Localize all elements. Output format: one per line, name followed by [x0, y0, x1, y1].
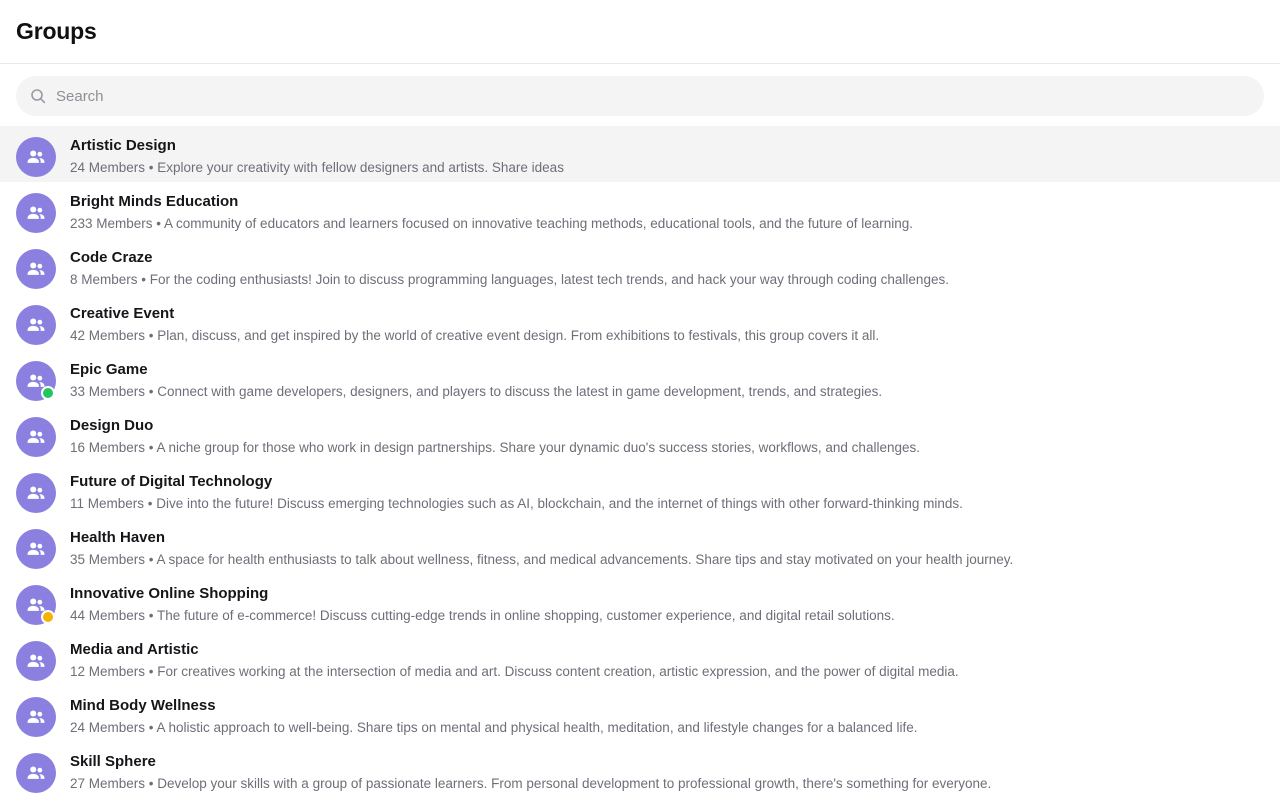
avatar — [16, 473, 56, 513]
list-item[interactable] — [0, 630, 1280, 686]
avatar — [16, 641, 56, 681]
avatar — [16, 417, 56, 457]
group-avatar-icon — [16, 641, 56, 681]
list-item[interactable] — [0, 126, 1280, 182]
list-item[interactable] — [0, 742, 1280, 798]
group-description: 44 Members • The future of e-commerce! Discuss cutting-edge trends in online shopping, customer experience, and digital retail solutions. — [70, 608, 895, 623]
group-avatar-icon — [16, 305, 56, 345]
group-name: Skill Sphere — [70, 753, 156, 770]
list-item[interactable] — [0, 182, 1280, 238]
group-description: 233 Members • A community of educators and learners focused on innovative teaching methods, educational tools, and the future of learning. — [70, 216, 913, 231]
avatar — [16, 753, 56, 793]
search-input[interactable] — [56, 88, 1250, 105]
avatar — [16, 361, 56, 401]
avatar — [16, 305, 56, 345]
group-description: 8 Members • For the coding enthusiasts! Join to discuss programming languages, latest tech trends, and hack your way through coding challenges. — [70, 272, 949, 287]
search-icon — [30, 88, 46, 104]
app-header — [0, 0, 1280, 64]
group-description: 27 Members • Develop your skills with a group of passionate learners. From personal development to professional growth, there's something for everyone. — [70, 776, 992, 791]
group-description: 35 Members • A space for health enthusiasts to talk about wellness, fitness, and medical advancements. Share tips and stay motivated on your health journey. — [70, 552, 1014, 567]
group-description: 24 Members • A holistic approach to well-being. Share tips on mental and physical health, meditation, and lifestyle changes for a balanced life. — [70, 720, 918, 735]
group-description: 42 Members • Plan, discuss, and get inspired by the world of creative event design. From exhibitions to festivals, this group covers it all. — [70, 328, 880, 343]
list-item-text — [70, 527, 1264, 569]
group-avatar-icon — [16, 193, 56, 233]
group-name: Design Duo — [70, 417, 154, 434]
group-name: Health Haven — [70, 529, 166, 546]
list-item[interactable] — [0, 238, 1280, 294]
group-name: Innovative Online Shopping — [70, 585, 269, 602]
list-item[interactable] — [0, 406, 1280, 462]
group-description: 33 Members • Connect with game developers, designers, and players to discuss the latest in game development, trends, and strategies. — [70, 384, 883, 399]
groups-list — [0, 126, 1280, 800]
list-item-text — [70, 751, 1264, 793]
group-name: Mind Body Wellness — [70, 697, 216, 714]
group-name: Bright Minds Education — [70, 193, 239, 210]
list-item-text — [70, 191, 1264, 233]
avatar — [16, 193, 56, 233]
group-name: Creative Event — [70, 305, 175, 322]
group-avatar-icon — [16, 529, 56, 569]
list-item[interactable] — [0, 350, 1280, 406]
group-description: 24 Members • Explore your creativity with fellow designers and artists. Share ideas — [70, 160, 564, 175]
avatar — [16, 249, 56, 289]
group-avatar-icon — [16, 473, 56, 513]
status-badge — [41, 610, 55, 624]
list-item-text — [70, 471, 1264, 513]
list-item[interactable] — [0, 518, 1280, 574]
page-title: Groups — [16, 18, 97, 44]
avatar — [16, 585, 56, 625]
list-item-text — [70, 415, 1264, 457]
list-item-text — [70, 247, 1264, 289]
group-avatar-icon — [16, 137, 56, 177]
list-item[interactable] — [0, 686, 1280, 742]
group-name: Future of Digital Technology — [70, 473, 273, 490]
avatar — [16, 529, 56, 569]
avatar — [16, 697, 56, 737]
avatar — [16, 137, 56, 177]
status-badge — [41, 386, 55, 400]
group-name: Artistic Design — [70, 137, 176, 154]
group-name: Media and Artistic — [70, 641, 199, 658]
group-description: 16 Members • A niche group for those who work in design partnerships. Share your dynamic duo's success stories, workflows, and challenges. — [70, 440, 920, 455]
list-item-text — [70, 639, 1264, 681]
list-item-text — [70, 359, 1264, 401]
list-item-text — [70, 135, 1264, 177]
search-bar-container — [0, 64, 1280, 126]
group-name: Code Craze — [70, 249, 153, 266]
group-avatar-icon — [16, 417, 56, 457]
list-item[interactable] — [0, 574, 1280, 630]
list-item-text — [70, 303, 1264, 345]
group-avatar-icon — [16, 753, 56, 793]
group-description: 12 Members • For creatives working at the intersection of media and art. Discuss content creation, artistic expression, and the power of digital media. — [70, 664, 959, 679]
group-name: Epic Game — [70, 361, 148, 378]
list-item-text — [70, 695, 1264, 737]
list-item[interactable] — [0, 294, 1280, 350]
group-description: 11 Members • Dive into the future! Discuss emerging technologies such as AI, blockchain, and the internet of things with other forward-thinking minds. — [70, 496, 963, 511]
list-item-text — [70, 583, 1264, 625]
search-box[interactable] — [16, 76, 1264, 116]
group-avatar-icon — [16, 697, 56, 737]
list-item[interactable] — [0, 462, 1280, 518]
group-avatar-icon — [16, 249, 56, 289]
